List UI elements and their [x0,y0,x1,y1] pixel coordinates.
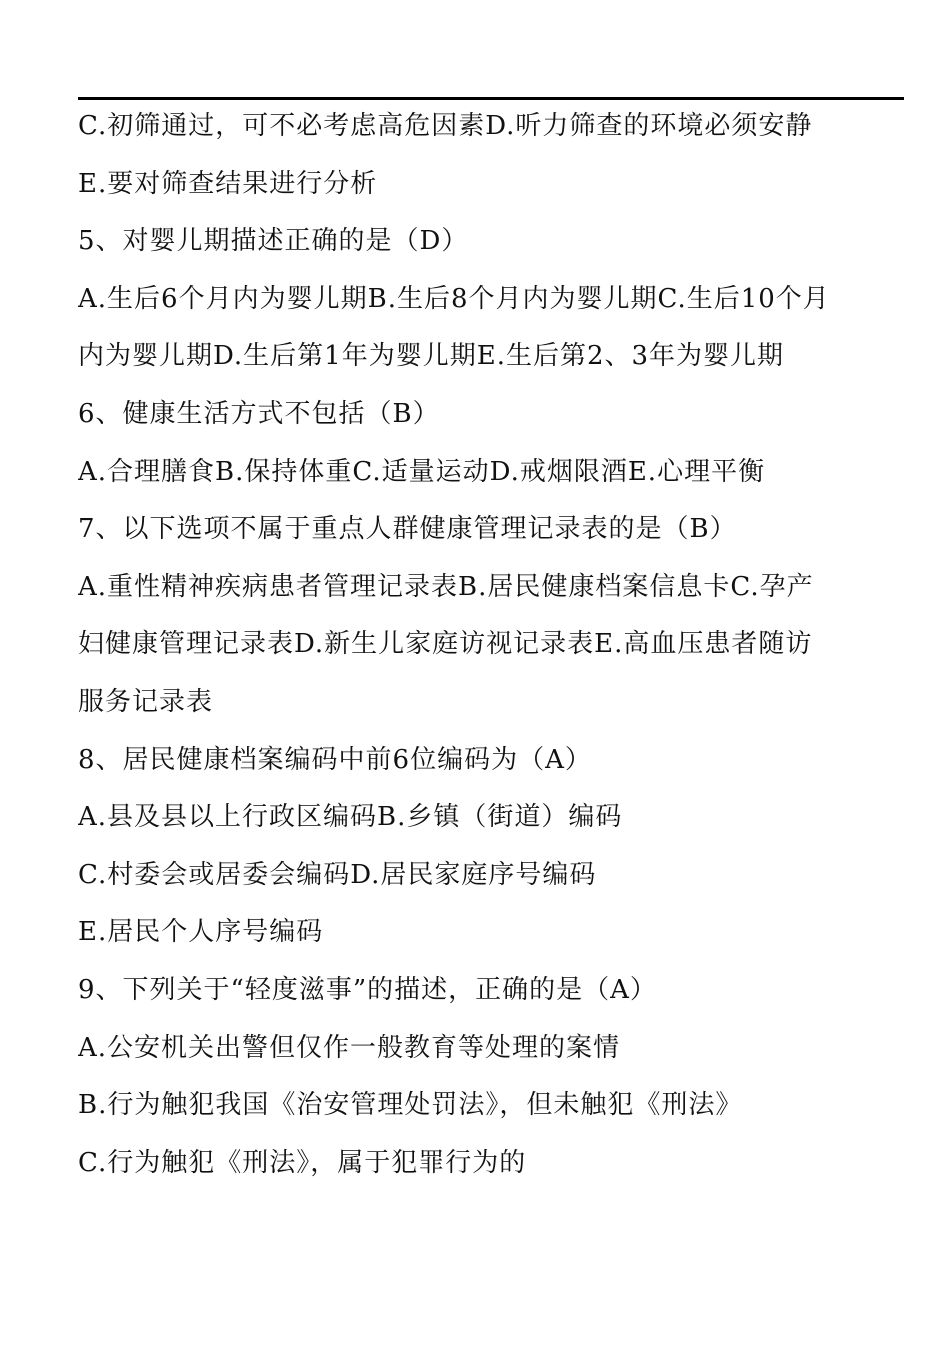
text-line: A.生后6个月内为婴儿期B.生后8个月内为婴儿期C.生后10个月 [78,283,830,314]
question-8-title: 8、居民健康档案编码中前6位编码为（A） [78,744,592,775]
question-7-title: 7、以下选项不属于重点人群健康管理记录表的是（B） [78,514,737,545]
text-line: C.村委会或居委会编码D.居民家庭序号编码 [78,859,597,890]
text-line: C.行为触犯《刑法》，属于犯罪行为的 [78,1147,527,1178]
question-5-title: 5、对婴儿期描述正确的是（D） [78,226,469,257]
text-line: 服务记录表 [78,686,214,717]
text-line: A.公安机关出警但仅作一般教育等处理的案情 [78,1032,621,1063]
text-line: A.重性精神疾病患者管理记录表B.居民健康档案信息卡C.孕产 [78,571,814,602]
text-line: 内为婴儿期D.生后第1年为婴儿期E.生后第2、3年为婴儿期 [78,341,785,372]
text-line: A.合理膳食B.保持体重C.适量运动D.戒烟限酒E.心理平衡 [78,456,766,487]
text-line: A.县及县以上行政区编码B.乡镇（街道）编码 [78,802,623,833]
text-line: C.初筛通过，可不必考虑高危因素D.听力筛查的环境必须安静 [78,111,813,141]
text-line: E.要对筛查结果进行分析 [78,168,378,199]
question-9-title: 9、下列关于“轻度滋事”的描述，正确的是（A） [78,974,657,1005]
text-line: 妇健康管理记录表D.新生儿家庭访视记录表E.高血压患者随访 [78,629,813,660]
text-line: E.居民个人序号编码 [78,917,324,948]
question-6-title: 6、健康生活方式不包括（B） [78,398,440,429]
document-body [78,98,898,1192]
text-line: B.行为触犯我国《治安管理处罚法》，但未触犯《刑法》 [78,1090,743,1121]
